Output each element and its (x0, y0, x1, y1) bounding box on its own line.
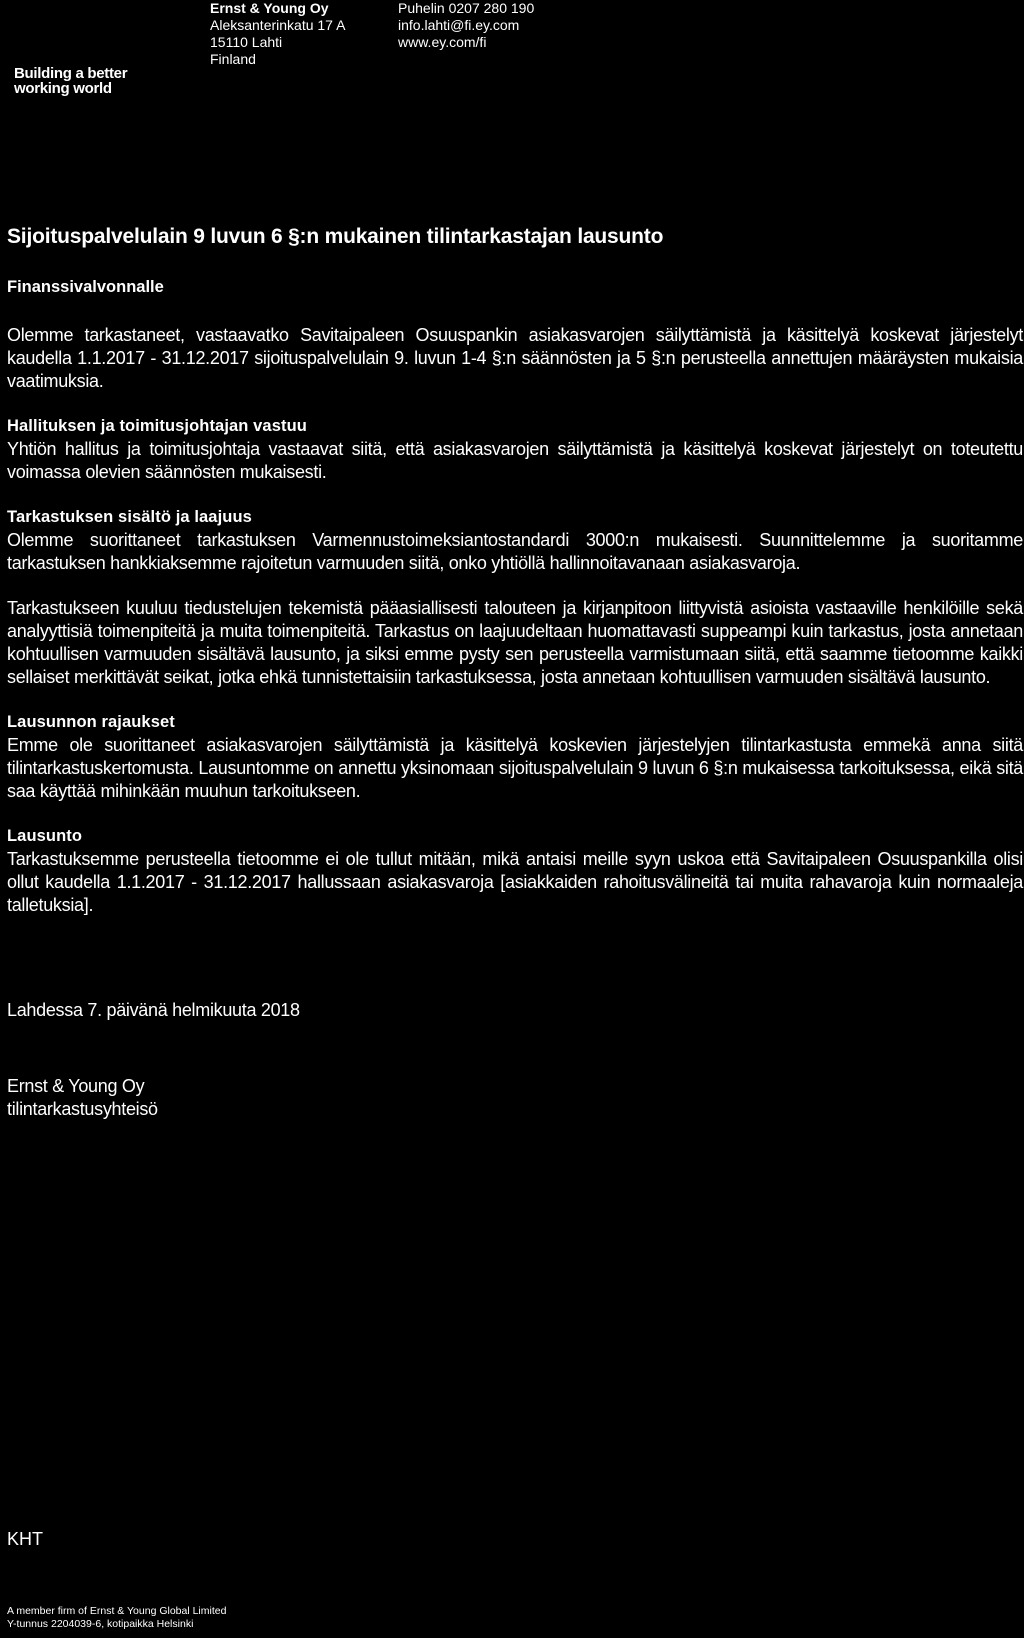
ey-tagline (14, 66, 127, 96)
section-paragraph: Tarkastuksemme perusteella tietoomme ei ole tullut mitään, mikä antaisi meille syyn uskoa että Savitaipaleen Osuuspankilla olisi ollut kaudella 1.1.2017 - 31.12.2017 hallussaan asiakasvaroja [asiakkaiden rahoitusvälineitä tai muita rahavaroja kuin normaaleja talletuksia]. (7, 849, 1023, 915)
section-statement (7, 825, 1023, 917)
footer-line-2: Y-tunnus 2204039-6, kotipaikka Helsinki (7, 1618, 194, 1630)
footer-line-1: A member firm of Ernst & Young Global Limited (7, 1605, 227, 1617)
email-address: info.lahti@fi.ey.com (398, 17, 520, 33)
tagline-line-1: Building a better (14, 65, 128, 82)
country: Finland (210, 51, 256, 67)
company-contact (398, 0, 534, 51)
phone-number: Puhelin 0207 280 190 (398, 0, 535, 16)
section-limitations (7, 711, 1023, 803)
company-address (210, 0, 345, 68)
section-scope (7, 506, 1023, 689)
signer-title: KHT (7, 1529, 43, 1549)
section-heading: Lausunto (7, 827, 83, 845)
signer-firm-block (7, 1075, 158, 1121)
tagline-line-2: working world (14, 80, 112, 97)
section-responsibility (7, 415, 1023, 484)
street-address: Aleksanterinkatu 17 A (210, 17, 346, 33)
document-body (7, 324, 1023, 917)
section-paragraph: Yhtiön hallitus ja toimitusjohtaja vastaavat siitä, että asiakasvarojen säilyttämistä ja käsittelyä koskevat järjestelyt on toteutettu voimassa olevien säännösten mukaisesti. (7, 439, 1023, 482)
section-paragraph: Tarkastukseen kuuluu tiedustelujen tekemistä pääasiallisesti talouteen ja kirjanpitoon liittyvistä asioista vastaaville henkilöille sekä analyyttisiä toimenpiteitä ja muita toimenpiteitä. Tarkastus on laajuudeltaan huomattavasti suppeampi kuin tarkastus, josta annetaan kohtuullisen varmuuden sisältävä lausunto, ja siksi emme pysty sen perusteella varmistumaan siitä, että saamme tietoomme kaikki sellaiset merkittävät seikat, jotka ehkä tunnistettaisiin tarkastuksessa, josta annetaan kohtuullisen varmuuden sisältävä lausunto. (7, 598, 1023, 687)
document-title: Sijoituspalvelulain 9 luvun 6 §:n mukainen tilintarkastajan lausunto (7, 225, 664, 248)
recipient: Finanssivalvonnalle (7, 278, 164, 296)
company-name: Ernst & Young Oy (210, 0, 329, 16)
section-heading: Hallituksen ja toimitusjohtajan vastuu (7, 417, 307, 435)
section-paragraph: Emme ole suorittaneet asiakasvarojen säilyttämistä ja käsittelyä koskevien järjestelyjen tilintarkastusta emmekä anna siitä tilintarkastuskertomusta. Lausuntomme on annettu yksinomaan sijoituspalvelulain 9 luvun 6 §:n mukaisessa tarkoituksessa, eikä sitä saa käyttää mihinkään muuhun tarkoitukseen. (7, 735, 1023, 801)
section-heading: Tarkastuksen sisältö ja laajuus (7, 508, 252, 526)
footer (7, 1605, 226, 1631)
website: www.ey.com/fi (398, 34, 487, 50)
intro-paragraph: Olemme tarkastaneet, vastaavatko Savitaipaleen Osuuspankin asiakasvarojen säilyttämistä ja käsittelyä koskevat järjestelyt kaudella 1.1.2017 - 31.12.2017 sijoituspalvelulain 9. luvun 1-4 §:n säännösten ja 5 §:n perusteella annettujen määräysten mukaisia vaatimuksia. (7, 325, 1023, 391)
section-heading: Lausunnon rajaukset (7, 713, 175, 731)
signer-role: tilintarkastusyhteisö (7, 1099, 158, 1119)
signer-firm: Ernst & Young Oy (7, 1076, 145, 1096)
section-paragraph: Olemme suorittaneet tarkastuksen Varmennustoimeksiantostandardi 3000:n mukaisesti. Suunnittelemme ja suoritamme tarkastuksen hankkiaksemme rajoitetun varmuuden siitä, onko yhtiöllä hallinnoitavanaan asiakasvaroja. (7, 530, 1023, 573)
postal-address: 15110 Lahti (210, 34, 283, 50)
place-and-date: Lahdessa 7. päivänä helmikuuta 2018 (7, 1000, 300, 1020)
